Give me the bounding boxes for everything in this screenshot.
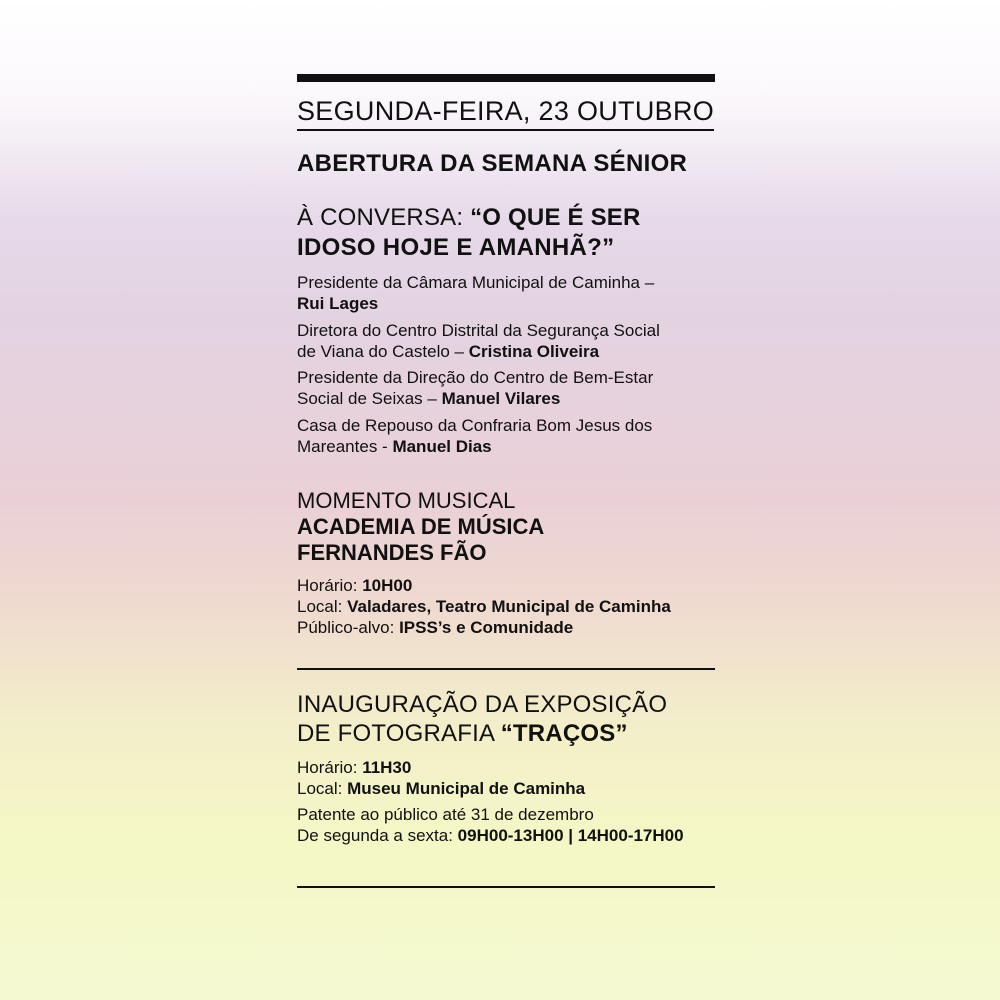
speaker-2: Diretora do Centro Distrital da Segurança Social de Viana do Castelo – Cristina Oliveira [297, 321, 660, 361]
opening-title: ABERTURA DA SEMANA SÉNIOR [297, 150, 688, 177]
musical-name-1: ACADEMIA DE MÚSICA [297, 514, 545, 539]
exposicao-title: INAUGURAÇÃO DA EXPOSIÇÃO DE FOTOGRAFIA “TRAÇOS” [297, 691, 668, 747]
speaker-name: Manuel Dias [392, 437, 492, 456]
exposicao-schedule: Patente ao público até 31 de dezembro De segunda a sexta: 09H00-13H00 | 14H00-17H00 [297, 805, 684, 845]
musical-name-2: FERNANDES FÃO [297, 540, 487, 565]
musical-label: MOMENTO MUSICAL [297, 488, 516, 513]
exposicao-details: Horário: 11H30 Local: Museu Municipal de Caminha [297, 758, 586, 798]
divider [297, 668, 715, 670]
musical-section [297, 487, 715, 566]
conversa-title-2: IDOSO HOJE E AMANHÃ?” [297, 234, 615, 261]
conversa-heading [297, 203, 715, 263]
speaker-name: Cristina Oliveira [468, 342, 600, 361]
date-heading: SEGUNDA-FEIRA, 23 OUTUBRO [297, 94, 714, 131]
speaker-name: Rui Lages [297, 294, 379, 313]
top-bar [297, 74, 715, 82]
speaker-1: Presidente da Câmara Municipal de Caminha – Rui Lages [297, 272, 715, 314]
speaker-3: Presidente da Direção do Centro de Bem-Estar Social de Seixas – Manuel Vilares [297, 368, 654, 408]
musical-details: Horário: 10H00 Local: Valadares, Teatro Municipal de Caminha Público-alvo: IPSS’s e Comunidade [297, 576, 671, 637]
divider-bottom [297, 886, 715, 888]
speaker-4: Casa de Repouso da Confraria Bom Jesus dos Mareantes - Manuel Dias [297, 416, 653, 456]
conversa-title-1: “O QUE É SER [470, 204, 641, 231]
conversa-label: À CONVERSA: [297, 204, 471, 231]
speaker-name: Manuel Vilares [441, 389, 561, 408]
